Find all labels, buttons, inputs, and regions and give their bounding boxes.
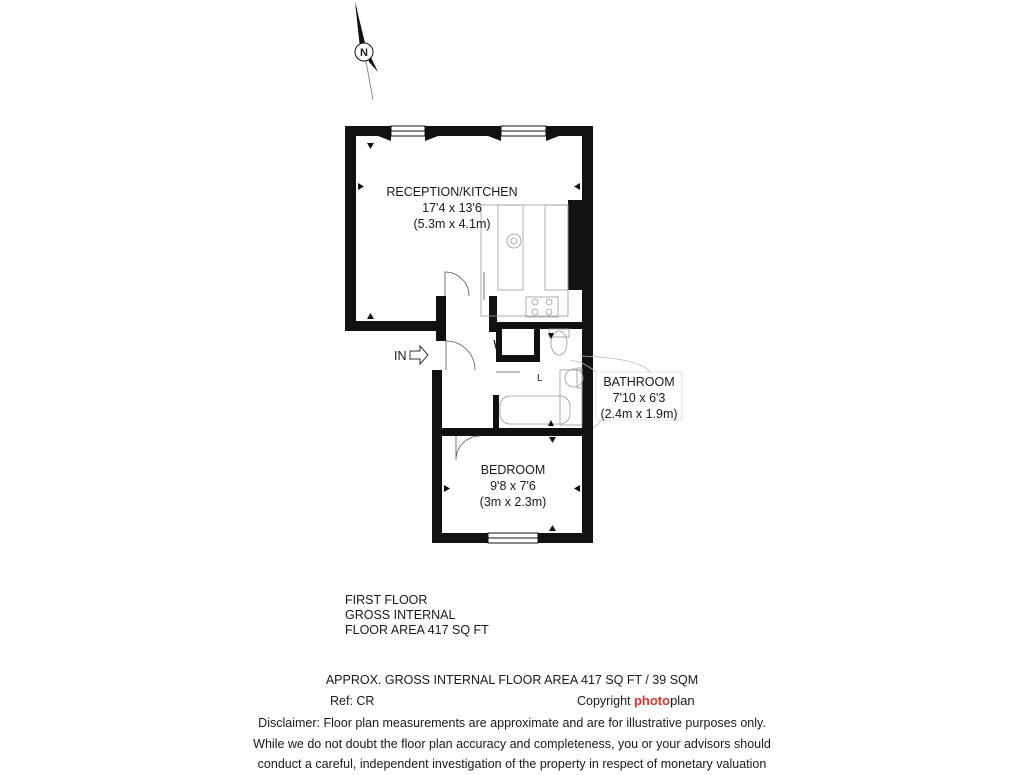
total-area-text: APPROX. GROSS INTERNAL FLOOR AREA 417 SQ FT / 39 SQM [325, 673, 699, 687]
room-size-metric: (2.4m x 1.9m) [600, 407, 678, 421]
room-label-bedroom [480, 463, 547, 509]
brand-part-2: plan [670, 693, 695, 708]
disclaimer-line: Disclaimer: Floor plan measurements are approximate and are for illustrative purposes only. [258, 716, 766, 730]
north-compass [355, 2, 378, 100]
room-size-metric: (5.3m x 4.1m) [413, 217, 491, 231]
room-name: RECEPTION/KITCHEN [386, 185, 518, 199]
floor-info [345, 593, 489, 638]
room-name: BATHROOM [603, 375, 675, 389]
copyright [577, 693, 695, 708]
copyright-text: Copyright [577, 694, 631, 708]
disclaimer-line: conduct a careful, independent investigation of the property in respect of monetary valuation [257, 757, 767, 771]
floor-info-line: GROSS INTERNAL [345, 608, 456, 622]
room-size-metric: (3m x 2.3m) [479, 495, 547, 509]
entrance-label: IN [394, 349, 407, 363]
entrance-arrow [394, 346, 428, 364]
total-area [0, 673, 1024, 687]
room-name: BEDROOM [480, 463, 546, 477]
cupboard-mark: L [537, 373, 543, 384]
reference: Ref: CR [330, 694, 375, 708]
room-size-imperial: 17'4 x 13'6 [422, 201, 482, 215]
room-size-imperial: 9'8 x 7'6 [490, 479, 536, 493]
room-size-imperial: 7'10 x 6'3 [612, 391, 666, 405]
disclaimer-line: While we do not doubt the floor plan accuracy and completeness, you or your advisors should [253, 736, 771, 751]
brand-part-1: photo [633, 693, 671, 708]
disclaimer [0, 713, 1024, 775]
photoplan-logo [634, 693, 695, 708]
floor-info-line: FLOOR AREA 417 SQ FT [345, 623, 489, 637]
floor-info-line: FIRST FLOOR [345, 593, 428, 607]
window-bays [378, 136, 559, 141]
north-label: N [360, 47, 368, 59]
